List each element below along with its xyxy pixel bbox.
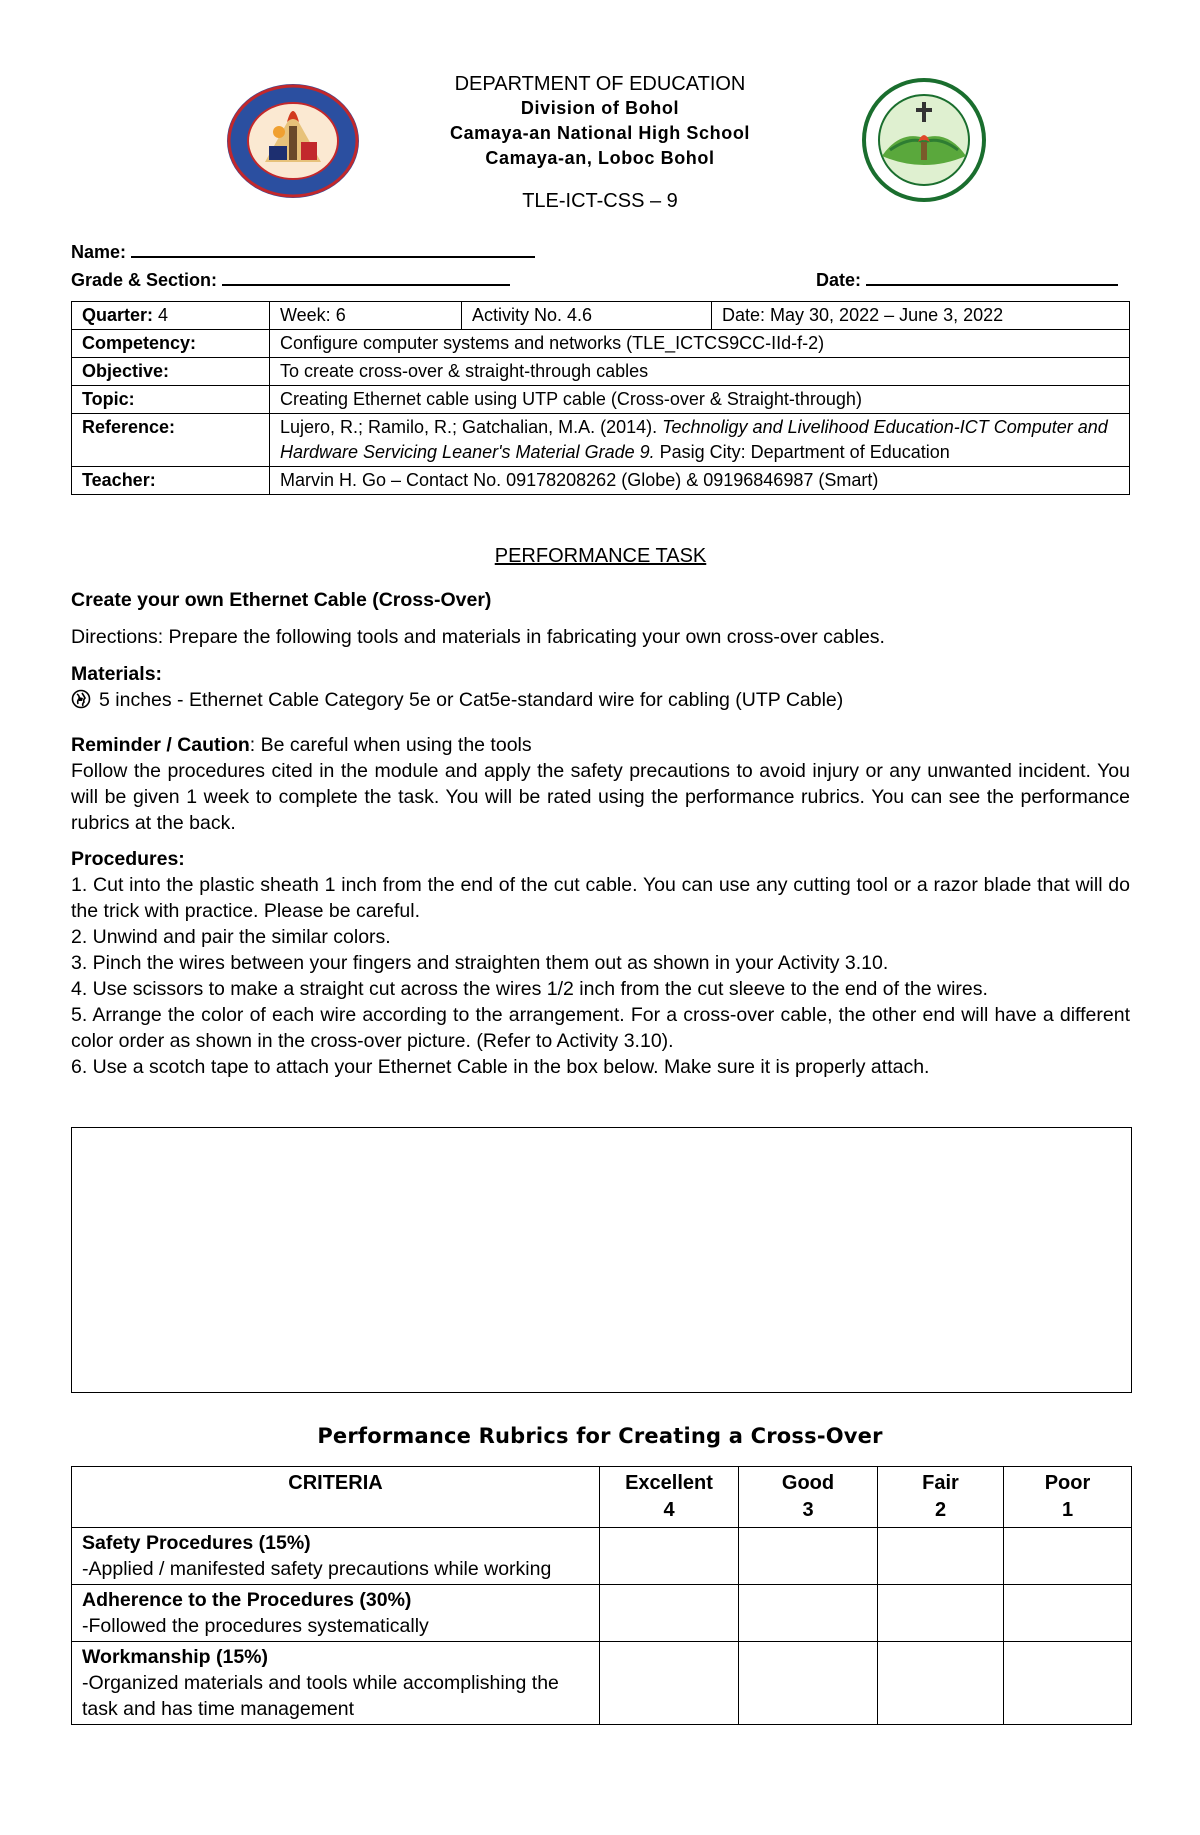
criteria-description: -Applied / manifested safety precautions while working [82, 1558, 552, 1580]
activity-number-cell: Activity No. 4.6 [462, 302, 712, 330]
procedure-step: 5. Arrange the color of each wire according to the arrangement. For a cross-over cable, the other end will have a different color order as shown in the cross-over picture. (Refer to Activity 3.10). [71, 1004, 1130, 1052]
date-label: Date: [816, 270, 862, 290]
score-cell-good[interactable] [739, 1585, 878, 1642]
directions-text: Directions: Prepare the following tools and materials in fabricating your own cross-over cables. [71, 626, 885, 648]
week-cell: Week: 6 [270, 302, 462, 330]
poor-header [1004, 1467, 1132, 1528]
quarter-label: Quarter: [82, 305, 154, 325]
good-score: 3 [802, 1499, 814, 1521]
rubric-row [72, 1585, 1132, 1642]
fair-label: Fair [922, 1472, 959, 1494]
materials-item-text: 5 inches - Ethernet Cable Category 5e or Cat5e-standard wire for cabling (UTP Cable) [99, 689, 844, 711]
rubric-row [72, 1528, 1132, 1585]
reminder-line [71, 732, 1130, 758]
score-cell-fair[interactable] [878, 1642, 1004, 1725]
procedure-step: 2. Unwind and pair the similar colors. [71, 926, 391, 948]
score-cell-good[interactable] [739, 1528, 878, 1585]
excellent-score: 4 [663, 1499, 675, 1521]
teacher-label: Teacher: [72, 467, 270, 495]
competency-label: Competency: [72, 330, 270, 358]
reference-label: Reference: [72, 414, 270, 467]
teacher-value: Marvin H. Go – Contact No. 09178208262 (Globe) & 09196846987 (Smart) [270, 467, 1130, 495]
score-cell-good[interactable] [739, 1642, 878, 1725]
teacher-row [72, 467, 1130, 495]
name-label: Name: [71, 242, 127, 262]
criteria-header-label: CRITERIA [288, 1472, 383, 1494]
reference-authors: Lujero, R.; Ramilo, R.; Gatchalian, M.A. (2014). [280, 417, 663, 437]
criteria-header [72, 1467, 600, 1528]
reference-row [72, 414, 1130, 467]
score-cell-excellent[interactable] [600, 1642, 739, 1725]
competency-value: Configure computer systems and networks (TLE_ICTCS9CC-IId-f-2) [270, 330, 1130, 358]
procedures-block [71, 846, 1130, 1080]
task-title: Create your own Ethernet Cable (Cross-Over) [71, 589, 492, 611]
name-blank[interactable] [131, 242, 535, 258]
date-field[interactable] [816, 270, 1118, 291]
procedures-label: Procedures: [71, 848, 185, 870]
good-header [739, 1467, 878, 1528]
fair-score: 2 [934, 1499, 947, 1521]
excellent-header [600, 1467, 739, 1528]
objective-value: To create cross-over & straight-through cables [270, 358, 1130, 386]
reference-value [270, 414, 1130, 467]
reminder-body: Follow the procedures cited in the module and apply the safety precautions to avoid injury or any unwanted incident. You will be given 1 week to complete the task. You will be rated using the performance rubrics. You can see the performance rubrics at the back. [71, 760, 1130, 834]
poor-score: 1 [1061, 1499, 1074, 1521]
criteria-title: Safety Procedures (15%) [82, 1532, 311, 1554]
document-header [0, 72, 1200, 213]
topic-label: Topic: [72, 386, 270, 414]
grade-section-field[interactable] [71, 270, 510, 291]
criteria-description: -Organized materials and tools while accomplishing the task and has time management [82, 1672, 559, 1720]
grade-section-blank[interactable] [222, 270, 510, 286]
reminder-block [71, 732, 1130, 836]
quarter-cell [72, 302, 270, 330]
criteria-cell [72, 1528, 600, 1585]
materials-label: Materials: [71, 663, 163, 685]
topic-value: Creating Ethernet cable using UTP cable (Cross-over & Straight-through) [270, 386, 1130, 414]
globe-bullet-icon [71, 689, 91, 709]
name-field[interactable] [71, 242, 535, 263]
procedure-step: 4. Use scissors to make a straight cut across the wires 1/2 inch from the cut sleeve to the end of the wires. [71, 978, 988, 1000]
good-label: Good [781, 1472, 835, 1494]
rubric-row [72, 1642, 1132, 1725]
score-cell-poor[interactable] [1004, 1528, 1132, 1585]
department-title: DEPARTMENT OF EDUCATION [454, 73, 746, 95]
topic-row [72, 386, 1130, 414]
objective-row [72, 358, 1130, 386]
objective-label: Objective: [72, 358, 270, 386]
reference-title: Technoligy and Livelihood Education-ICT Computer and Hardware Servicing Leaner's Material Grade 9. [280, 417, 1108, 462]
criteria-cell [72, 1585, 600, 1642]
procedure-step: 3. Pinch the wires between your fingers and straighten them out as shown in your Activity 3.10. [71, 952, 889, 974]
materials-item [71, 687, 1130, 713]
materials-block [71, 661, 1130, 713]
score-cell-excellent[interactable] [600, 1528, 739, 1585]
rubric-header-row [72, 1467, 1132, 1528]
score-cell-poor[interactable] [1004, 1642, 1132, 1725]
quarter-value: 4 [158, 305, 169, 325]
performance-task-title: PERFORMANCE TASK [494, 545, 707, 567]
criteria-title: Workmanship (15%) [82, 1646, 269, 1668]
poor-label: Poor [1044, 1472, 1091, 1494]
competency-row [72, 330, 1130, 358]
excellent-label: Excellent [625, 1472, 713, 1494]
procedure-step: 6. Use a scotch tape to attach your Ethernet Cable in the box below. Make sure it is properly attach. [71, 1056, 930, 1078]
reminder-text: : Be careful when using the tools [249, 734, 532, 756]
grade-section-label: Grade & Section: [71, 270, 218, 290]
subject-code: TLE-ICT-CSS – 9 [522, 190, 678, 212]
score-cell-fair[interactable] [878, 1528, 1004, 1585]
date-blank[interactable] [866, 270, 1118, 286]
criteria-cell [72, 1642, 600, 1725]
quarter-row [72, 302, 1130, 330]
score-cell-fair[interactable] [878, 1585, 1004, 1642]
criteria-description: -Followed the procedures systematically [82, 1615, 429, 1637]
rubric-title: Performance Rubrics for Creating a Cross-Over [317, 1424, 883, 1448]
school-name: Camaya-an National High School [449, 123, 751, 143]
score-cell-excellent[interactable] [600, 1585, 739, 1642]
fair-header [878, 1467, 1004, 1528]
cable-attachment-box[interactable] [71, 1127, 1132, 1393]
reference-publisher: Pasig City: Department of Education [654, 442, 950, 462]
division-name: Division of Bohol [520, 98, 680, 118]
procedure-step: 1. Cut into the plastic sheath 1 inch from the end of the cut cable. You can use any cutting tool or a razor blade that will do the trick with practice. Please be careful. [71, 874, 1130, 922]
reminder-label: Reminder / Caution [71, 734, 250, 756]
performance-task-heading [71, 543, 1130, 569]
criteria-title: Adherence to the Procedures (30%) [82, 1589, 412, 1611]
rubric-table [71, 1466, 1132, 1725]
score-cell-poor[interactable] [1004, 1585, 1132, 1642]
school-address: Camaya-an, Loboc Bohol [485, 148, 715, 168]
date-range-cell: Date: May 30, 2022 – June 3, 2022 [712, 302, 1130, 330]
activity-info-table [71, 301, 1130, 495]
